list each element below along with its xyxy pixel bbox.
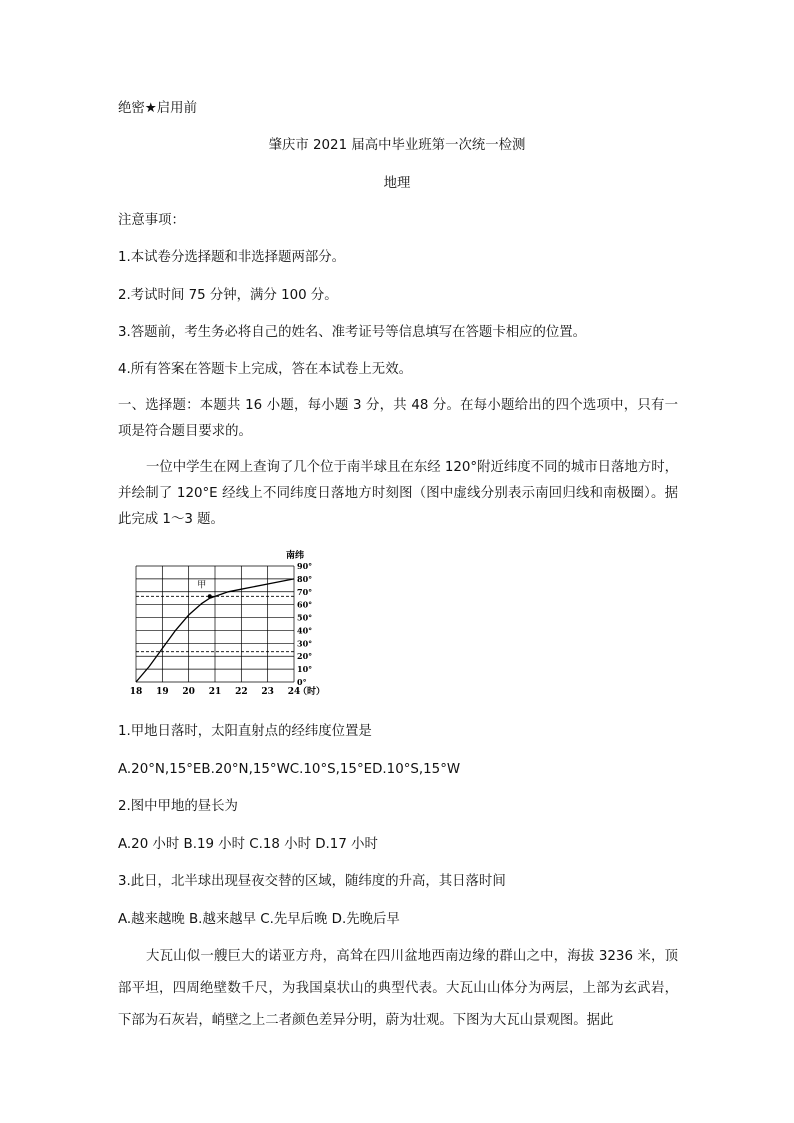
passage-1: 一位中学生在网上查询了几个位于南半球且在东经 120°附近纬度不同的城市日落地方时，并绘制了 120°E 经线上不同纬度日落地方时刻图（图中虚线分别表示南回归线和南极圈）。据此完成 1～3 题。 <box>118 460 678 527</box>
passage-2: 大瓦山似一艘巨大的诺亚方舟，高耸在四川盆地西南边缘的群山之中，海拔 3236 米，顶部平坦，四周绝壁数千尺，为我国桌状山的典型代表。大瓦山山体分为两层，上部为玄武岩，下部为石灰岩，峭壁之上二者颜色差异分明，蔚为壮观。下图为大瓦山景观图。据此 <box>118 949 678 1028</box>
question-2-options: A.20 小时 B.19 小时 C.18 小时 D.17 小时 <box>118 837 378 852</box>
x-axis-label: （时） <box>298 687 326 697</box>
question-3-options: A.越来越晚 B.越来越早 C.先早后晚 D.先晚后早 <box>118 912 400 927</box>
secret-label: 绝密★启用前 <box>118 101 197 116</box>
y-tick-label: 10° <box>297 664 313 675</box>
note-item: 3.答题前，考生务必将自己的姓名、准考证号等信息填写在答题卡相应的位置。 <box>118 325 587 340</box>
y-axis-label: 南纬 <box>286 551 305 561</box>
x-tick-label: 21 <box>208 687 222 697</box>
question-3-stem: 3.此日，北半球出现昼夜交替的区域，随纬度的升高，其日落时间 <box>118 874 506 889</box>
y-tick-label: 50° <box>297 612 313 623</box>
subject-title: 地理 <box>383 176 411 191</box>
note-item: 4.所有答案在答题卡上完成，答在本试卷上无效。 <box>118 362 412 377</box>
y-tick-label: 90° <box>297 561 313 571</box>
y-tick-label: 30° <box>297 638 313 649</box>
point-jia-marker <box>208 594 212 598</box>
y-tick-label: 60° <box>297 599 313 610</box>
y-tick-labels <box>297 561 312 687</box>
section-instructions: 一、选择题：本题共 16 小题，每小题 3 分，共 48 分。在每小题给出的四个选项中，只有一项是符合题目要求的。 <box>118 398 678 439</box>
y-tick-label: 70° <box>297 586 313 597</box>
y-tick-label: 20° <box>297 651 313 662</box>
question-2-stem: 2.图中甲地的昼长为 <box>118 799 238 814</box>
question-1-options: A.20°N,15°EB.20°N,15°WC.10°S,15°ED.10°S,15°W <box>118 762 461 777</box>
note-item: 1.本试卷分选择题和非选择题两部分。 <box>118 250 346 265</box>
x-tick-label: 20 <box>182 687 195 697</box>
point-jia-label: 甲 <box>197 580 207 591</box>
x-tick-labels <box>130 687 301 697</box>
notes-heading: 注意事项： <box>118 213 185 228</box>
question-1-stem: 1.甲地日落时，太阳直射点的经纬度位置是 <box>118 724 372 739</box>
note-item: 2.考试时间 75 分钟，满分 100 分。 <box>118 288 338 303</box>
x-tick-label: 18 <box>129 687 143 697</box>
x-tick-label: 24 <box>287 687 301 697</box>
x-tick-label: 22 <box>235 687 248 697</box>
y-tick-label: 0° <box>297 677 307 687</box>
y-tick-label: 80° <box>297 573 313 584</box>
sunset-time-chart <box>118 546 338 698</box>
x-tick-label: 19 <box>156 687 169 697</box>
x-tick-label: 23 <box>261 687 274 697</box>
y-tick-label: 40° <box>297 625 313 636</box>
exam-title: 肇庆市 2021 届高中毕业班第一次统一检测 <box>268 138 526 153</box>
